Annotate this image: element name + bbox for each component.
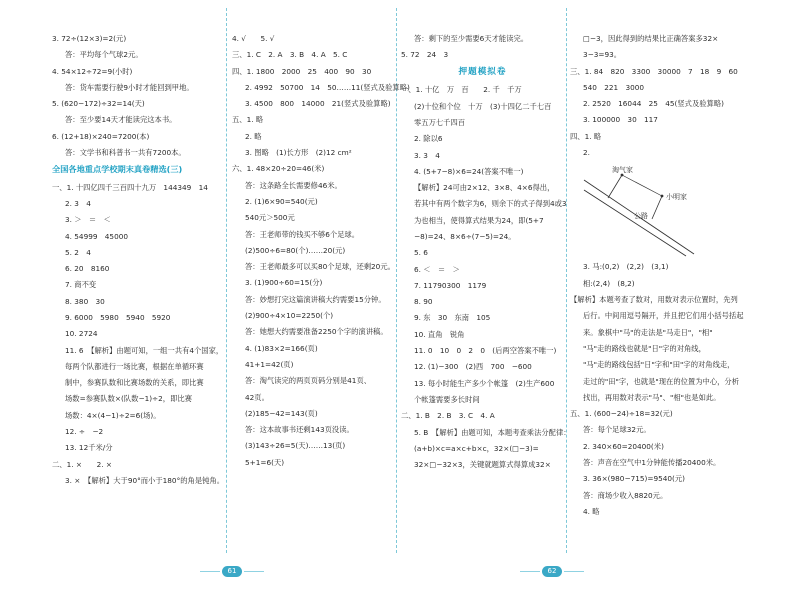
answer-line: 答：这本故事书还剩143页没读。 bbox=[245, 425, 354, 435]
answer-line: 答：货车需要行驶9小时才能回到甲地。 bbox=[65, 82, 194, 92]
answer-line: 3. (1)900÷60=15(分) bbox=[245, 278, 323, 288]
answer-line: 5. 72 24 3 bbox=[401, 50, 449, 60]
footer-wave-left2 bbox=[244, 571, 264, 575]
answer-line: 三、1. C 2. A 3. B 4. A 5. C bbox=[232, 50, 348, 60]
answer-line: 一、1. 十四亿四千三百四十九万 144349 14 bbox=[52, 182, 208, 192]
answer-line: 4. (1)83×2=166(页) bbox=[245, 343, 318, 353]
section-heading: 全国各地重点学校期末真卷精选(三) bbox=[52, 164, 183, 175]
answer-line: 【解析】本题考查了数对，用数对表示位置时，先列 bbox=[570, 295, 738, 305]
answer-line: 3. 100000 30 117 bbox=[583, 115, 658, 125]
answer-column-1 bbox=[52, 34, 225, 594]
answer-line: □−3，因此得到的结果比正确答案多32× bbox=[583, 34, 719, 43]
answer-line: 3. 36×(980−715)=9540(元) bbox=[583, 474, 686, 484]
answer-line: 答：她想大约需要准备2250个字的演讲稿。 bbox=[245, 327, 388, 337]
answer-line: 11. 0 10 0 2 0 (后两空答案不唯一) bbox=[414, 346, 557, 356]
answer-line: 3. 图略 (1)长方形 (2)12 cm² bbox=[245, 148, 352, 158]
answer-line: 5. 2 4 bbox=[65, 247, 91, 257]
road-label: 公路 bbox=[634, 212, 648, 221]
answer-column-2 bbox=[232, 34, 410, 594]
section-heading: 押题模拟卷 bbox=[458, 66, 507, 77]
answer-line: 6. (12+18)×240=7200(本) bbox=[52, 131, 150, 141]
answer-line: 答：妙想打完这篇演讲稿大约需要15分钟。 bbox=[245, 294, 386, 304]
answer-line: 2. (1)6×90=540(元) bbox=[245, 196, 318, 206]
answer-line: 六、1. 48×20÷20=46(米) bbox=[232, 164, 325, 174]
answer-line: 四、1. 1800 2000 25 400 90 30 bbox=[232, 66, 372, 76]
perpendicular-a bbox=[608, 175, 622, 198]
answer-line: 8. 90 bbox=[414, 297, 433, 307]
answer-line: 4. (5+7−8)×6=24(答案不唯一) bbox=[414, 166, 524, 176]
answer-line: 答：平均每个气球2元。 bbox=[65, 50, 143, 60]
answer-line: (2)900÷4×10=2250(个) bbox=[245, 311, 334, 321]
answer-line: 5+1=6(天) bbox=[245, 457, 285, 467]
answer-line: 2. 除以6 bbox=[414, 134, 443, 144]
answer-line: 3. 4500 800 14000 21(竖式及验算略) bbox=[245, 99, 391, 109]
answer-line: 8. 380 30 bbox=[65, 296, 105, 306]
answer-line: 场数：4×(4−1)÷2=6(场)。 bbox=[65, 410, 161, 420]
answer-line: 7. 商不变 bbox=[65, 280, 97, 290]
page-number-left: 61 bbox=[222, 566, 242, 577]
answer-column-3 bbox=[401, 34, 571, 594]
answer-line: 3. × 【解析】大于90°而小于180°的角是钝角。 bbox=[65, 475, 225, 485]
answer-line: (a+b)×c=a×c+b×c，32×(□−3)= bbox=[414, 443, 539, 453]
answer-line: "马"走的路线包括"日"字和"田"字的对角线走， bbox=[583, 360, 735, 370]
answer-line: 场数=参赛队数×(队数−1)÷2，即比赛 bbox=[65, 394, 192, 404]
house-b-label: 小明家 bbox=[666, 193, 687, 202]
answer-column-4-top bbox=[570, 34, 750, 164]
answer-line: 每两个队都进行一场比赛，根据在单循环赛 bbox=[65, 361, 204, 371]
answer-line: 41+1=42(页) bbox=[245, 359, 294, 369]
house-a-label: 淘气家 bbox=[612, 166, 633, 175]
answer-line: 4. √ 5. √ bbox=[232, 34, 275, 43]
answer-line: 五、1. (600−24)÷18=32(元) bbox=[570, 409, 673, 419]
answer-line: (2)十位和个位 十万 (3)十四亿二千七百 bbox=[414, 101, 552, 111]
answer-line: 5. B 【解析】由题可知，本题考查乘法分配律： bbox=[414, 427, 571, 437]
answer-line: 3. 72÷(12×3)=2(元) bbox=[52, 34, 127, 43]
answer-line: 32×□−32×3，关键就题算式得算成32× bbox=[414, 460, 551, 470]
answer-line: 2. 3 4 bbox=[65, 198, 91, 208]
answer-line: 走过的"田"字，也就是"现在的位置为中心，分析 bbox=[583, 376, 740, 386]
answer-line: 4. 54999 45000 bbox=[65, 231, 129, 241]
answer-line: (2)185−42=143(页) bbox=[245, 408, 318, 418]
answer-line: 3. 3 4 bbox=[414, 150, 440, 160]
answer-line: 2. 略 bbox=[245, 131, 262, 141]
answer-line: 12. (1)−300 (2)西 700 −600 bbox=[414, 362, 532, 372]
column-divider-3 bbox=[566, 8, 567, 553]
answer-line: 答：王老师带的钱买不够6个足球。 bbox=[245, 229, 360, 239]
answer-line: 2. 2520 16044 25 45(竖式及验算略) bbox=[583, 99, 724, 109]
answer-line: 相:(2,4) (8,2) bbox=[583, 278, 635, 288]
answer-column-4 bbox=[570, 34, 750, 594]
answer-line: 9. 东 30 东南 105 bbox=[414, 313, 491, 323]
answer-line: 答：商场少收入8820元。 bbox=[583, 490, 668, 500]
answer-line: (3)143÷26=5(天)……13(页) bbox=[245, 441, 346, 451]
answer-line: 【解析】24可由2×12、3×8、4×6得出， bbox=[414, 183, 555, 193]
column-divider-1 bbox=[226, 8, 227, 553]
answer-line: 10. 直角 锐角 bbox=[414, 329, 465, 339]
footer-wave-left bbox=[200, 571, 220, 575]
answer-line: 6. 20 8160 bbox=[65, 264, 110, 274]
answer-line: 来。象棋中"马"的走法是"马走日"，"相" bbox=[583, 327, 713, 337]
answer-line: 后行。中间用逗号隔开，并且把它们用小括号括起 bbox=[583, 311, 744, 321]
perpendicular-b bbox=[652, 196, 662, 219]
connecting-line bbox=[622, 175, 662, 196]
answer-line: 零五万七千四百 bbox=[414, 117, 466, 127]
answer-line: 13. 每小时能生产多少个帐篷 (2)生产600 bbox=[414, 378, 555, 388]
answer-line: 5. 6 bbox=[414, 248, 428, 258]
answer-line: 二、1. B 2. B 3. C 4. A bbox=[401, 411, 495, 421]
answer-line: 答：声音在空气中1分钟能传播20400米。 bbox=[583, 458, 721, 468]
answer-column-4-bottom bbox=[570, 262, 750, 523]
answer-line: 540元＞500元 bbox=[245, 213, 295, 223]
footer-wave-right2 bbox=[564, 571, 584, 575]
answer-line: 答：至少要14天才能读完这本书。 bbox=[65, 115, 177, 125]
answer-line: "马"走的路线也就是"日"字的对角线， bbox=[583, 343, 706, 353]
answer-line: 11. 6 【解析】由题可知，一组一共有4个国家， bbox=[65, 345, 224, 355]
answer-line: 3. ＞ ＝ ＜ bbox=[65, 215, 111, 225]
answer-line: 540 221 3000 bbox=[583, 82, 645, 92]
answer-line: 4. 54×12÷72=9(小时) bbox=[52, 66, 133, 76]
answer-line: 4. 略 bbox=[583, 506, 600, 516]
answer-line: 2. 340×60=20400(米) bbox=[583, 441, 664, 451]
answer-line: 一、1. 十亿 万 百 2. 千 千万 bbox=[401, 85, 522, 95]
road-map-figure bbox=[582, 166, 702, 258]
answer-line: 答：王老师最多可以买80个足球，还剩20元。 bbox=[245, 262, 395, 272]
answer-line: 6. ＜ ＝ ＞ bbox=[414, 264, 460, 274]
answer-line: 13. 12千米/分 bbox=[65, 443, 113, 453]
page-number-right: 62 bbox=[542, 566, 562, 577]
answer-line: 四、1. 略 bbox=[570, 131, 602, 141]
answer-line: 三、1. 84 820 3300 30000 7 18 9 60 bbox=[570, 66, 738, 76]
footer-wave-right bbox=[520, 571, 540, 575]
answer-line: −8)=24、8×6÷(7−5)=24。 bbox=[414, 232, 516, 241]
answer-line: 10. 2724 bbox=[65, 329, 98, 339]
answer-line: 答：剩下的至少需要6天才能读完。 bbox=[414, 34, 529, 43]
answer-line: 答：淘气读完的两页页码分别是41页、 bbox=[245, 376, 372, 386]
answer-line: 为也相当，使得算式结果为24，即(5+7 bbox=[414, 215, 544, 225]
answer-line: 找出，再用数对表示"马"、"相"也是如此。 bbox=[583, 392, 721, 402]
answer-line: 答：每个足球32元。 bbox=[583, 425, 651, 435]
answer-line: 5. (620−172)÷32=14(天) bbox=[52, 99, 145, 109]
answer-line: 答：这条路全长需要修46米。 bbox=[245, 180, 342, 190]
answer-line: 42页。 bbox=[245, 392, 269, 402]
answer-line: 7. 11790300 1179 bbox=[414, 280, 487, 290]
answer-line: 9. 6000 5980 5940 5920 bbox=[65, 313, 171, 322]
answer-line: 若其中有两个数字为6，则余下的式子得到4或3 bbox=[414, 199, 567, 209]
answer-line: 五、1. 略 bbox=[232, 115, 264, 125]
answer-line: 2. bbox=[583, 148, 590, 158]
answer-line: 二、1. × 2. × bbox=[52, 459, 112, 469]
answer-line: (2)500÷6=80(个)……20(元) bbox=[245, 245, 346, 255]
answer-line: 2. 4992 50700 14 50……11(竖式及验算略) bbox=[245, 82, 410, 92]
answer-line: 12. ÷ −2 bbox=[65, 427, 104, 437]
answer-line: 3. 马:(0,2) (2,2) (3,1) bbox=[583, 262, 669, 272]
answer-line: 制中，参赛队数和比赛场数的关系，即比赛 bbox=[65, 378, 204, 388]
answer-line: 答：文学书和科普书一共有7200本。 bbox=[65, 148, 186, 158]
answer-line: 3−3=93。 bbox=[583, 50, 622, 60]
answer-line: 个帐篷需要多长时间 bbox=[414, 394, 480, 404]
